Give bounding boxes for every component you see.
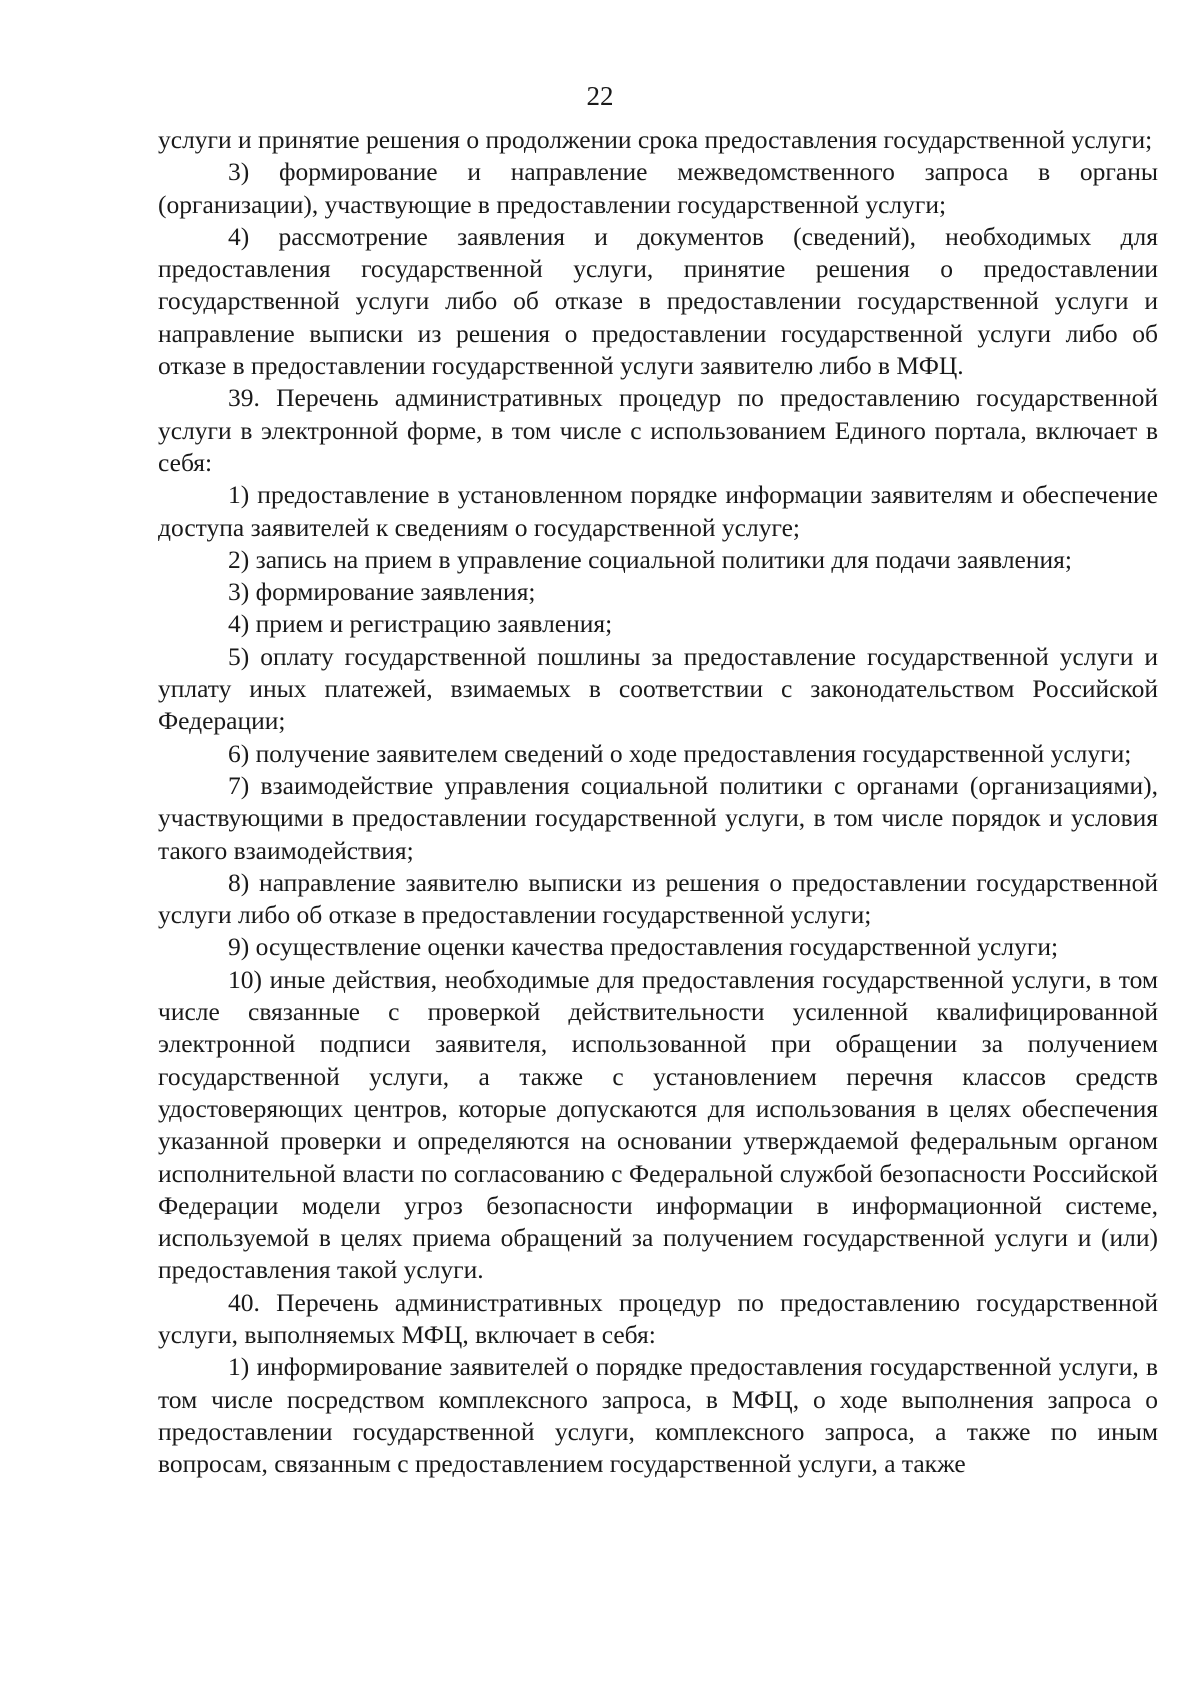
- document-body: [158, 124, 1158, 1480]
- paragraph-39-item-4: 4) прием и регистрацию заявления;: [228, 609, 613, 639]
- page-number: 22: [586, 81, 614, 111]
- paragraph-39-item-3: 3) формирование заявления;: [228, 577, 536, 607]
- paragraph-39-item-2: 2) запись на прием в управление социальной политики для подачи заявления;: [228, 544, 1072, 574]
- paragraph-clause-40: 40. Перечень административных процедур по предоставлению государственной услуги, выполняемых МФЦ, включает в себя:: [158, 1287, 1158, 1349]
- paragraph-clause-39: 39. Перечень административных процедур по предоставлению государственной услуги в электронной форме, в том числе с использованием Единого портала, включает в себя:: [158, 383, 1158, 477]
- paragraph-40-item-1: 1) информирование заявителей о порядке предоставления государственной услуги, в том числе посредством комплексного запроса, в МФЦ, о ходе выполнения запроса о предоставлении государственной услуги, комплексного запроса, а также по иным вопросам, связанным с предоставлением государственной услуги, а также: [158, 1352, 1158, 1479]
- paragraph-item-3: 3) формирование и направление межведомственного запроса в органы (организации), участвующие в предоставлении государственной услуги;: [158, 157, 1158, 219]
- paragraph-continuation: услуги и принятие решения о продолжении срока предоставления государственной услуги;: [158, 125, 1153, 154]
- paragraph-39-item-7: 7) взаимодействие управления социальной политики с органами (организациями), участвующими в предоставлении государственной услуги, в том числе порядок и условия такого взаимодействия;: [158, 770, 1158, 865]
- paragraph-39-item-1: 1) предоставление в установленном порядке информации заявителям и обеспечение доступа заявителей к сведениям о государственной услуге;: [158, 480, 1158, 542]
- paragraph-39-item-9: 9) осуществление оценки качества предоставления государственной услуги;: [228, 932, 1059, 962]
- paragraph-39-item-8: 8) направление заявителю выписки из решения о предоставлении государственной услуги либо об отказе в предоставлении государственной услуги;: [158, 867, 1158, 930]
- paragraph-39-item-5: 5) оплату государственной пошлины за предоставление государственной услуги и уплату иных платежей, взимаемых в соответствии с законодательством Российской Федерации;: [158, 641, 1158, 736]
- paragraph-39-item-6: 6) получение заявителем сведений о ходе предоставления государственной услуги;: [228, 738, 1132, 768]
- paragraph-39-item-10: 10) иные действия, необходимые для предоставления государственной услуги, в том числе связанные с проверкой действительности усиленной квалифицированной электронной подписи заявителя, использованной при обращении за получением государственной услуги, а также с установлением перечня классов средств удостоверяющих центров, которые допускаются для использования в целях обеспечения указанной проверки и определяются на основании утверждаемой федеральным органом исполнительной власти по согласованию с Федеральной службой безопасности Российской Федерации модели угроз безопасности информации в информационной системе, используемой в целях приема обращений за получением государственной услуги и (или) предоставления такой услуги.: [158, 964, 1158, 1285]
- paragraph-item-4: 4) рассмотрение заявления и документов (сведений), необходимых для предоставления государственной услуги, принятие решения о предоставлении государственной услуги либо об отказе в предоставлении государственной услуги и направление выписки из решения о предоставлении государственной услуги либо об отказе в предоставлении государственной услуги заявителю либо в МФЦ.: [158, 221, 1158, 381]
